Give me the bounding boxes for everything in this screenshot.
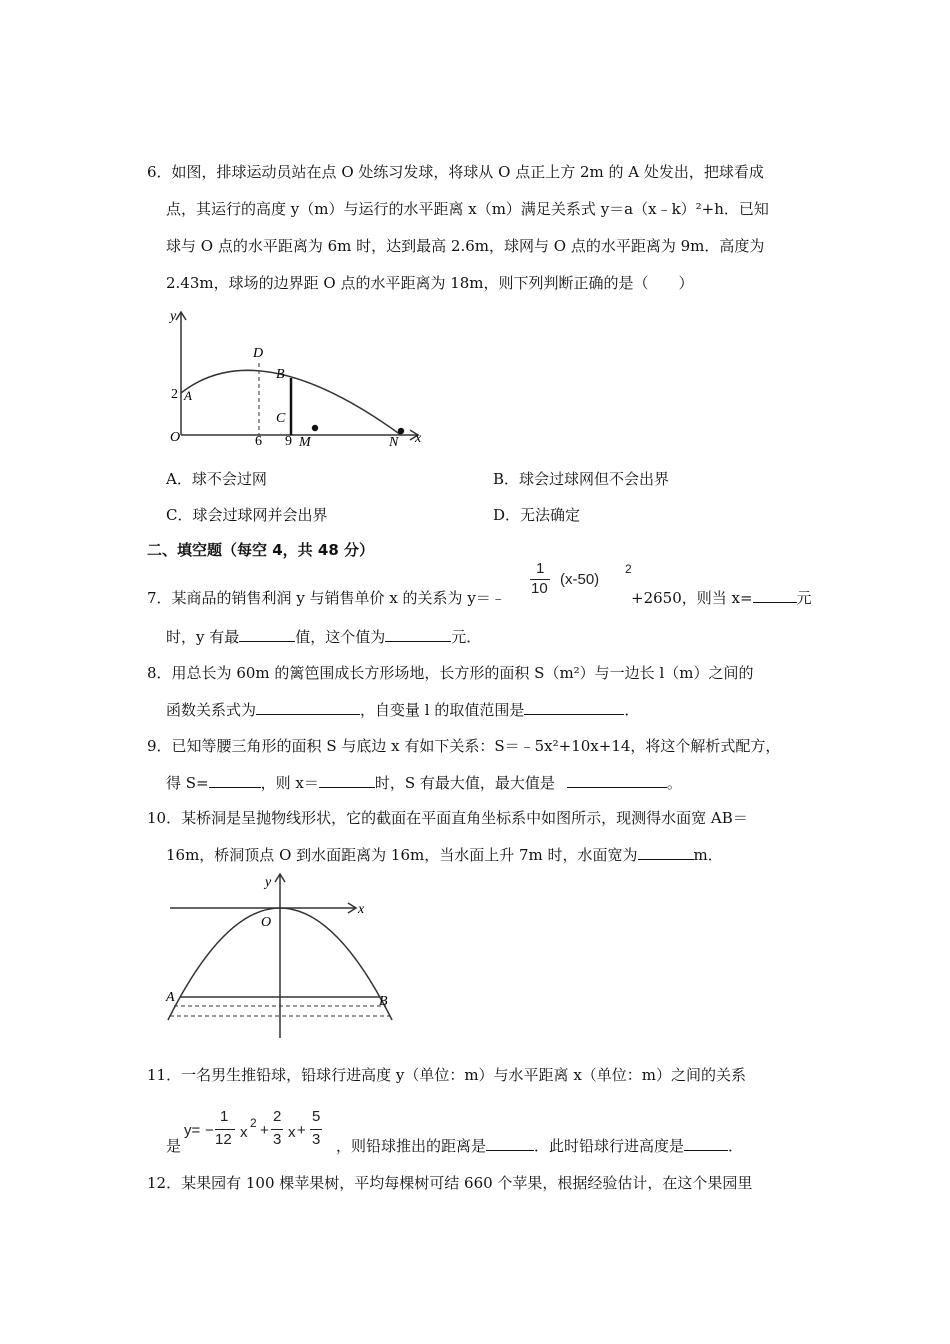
q11-f1-num: 1 bbox=[220, 1108, 229, 1125]
q6-label-9: 9 bbox=[285, 434, 292, 449]
q11-f3-num: 5 bbox=[312, 1108, 321, 1125]
q10-label-b: B bbox=[379, 994, 388, 1009]
q7-blank-3[interactable] bbox=[385, 627, 451, 642]
q11-exp2: 2 bbox=[250, 1116, 257, 1130]
q11-f2-num: 2 bbox=[273, 1108, 282, 1125]
q11-f3-den: 3 bbox=[312, 1131, 321, 1148]
q8-line2 bbox=[166, 700, 639, 720]
q7-text-b: +2650，则当 x= bbox=[631, 589, 753, 607]
q9-line1 bbox=[147, 736, 780, 756]
q9-text-c: 时，S 有最大值，最大值是 bbox=[374, 774, 555, 792]
q11-plus2: + bbox=[297, 1122, 306, 1139]
q11-line2 bbox=[336, 1136, 743, 1156]
q6-label-y: y bbox=[170, 309, 177, 324]
q7-blank-2[interactable] bbox=[239, 627, 295, 642]
q11-f1-den: 12 bbox=[215, 1131, 232, 1148]
q7-text-c: 元 bbox=[796, 589, 812, 607]
q7-line1-end bbox=[631, 588, 812, 608]
section-2-title: 二、填空题（每空 4，共 48 分） bbox=[147, 541, 374, 559]
q7-blank-1[interactable] bbox=[753, 588, 797, 603]
q6-line2: 点，其运行的高度 y（m）与运行的水平距离 x（m）满足关系式 y＝a（x﹣k）²+h．已知 bbox=[166, 200, 769, 218]
q10-label-a: A bbox=[166, 990, 175, 1005]
q11-formula bbox=[184, 1108, 334, 1156]
q6-label-x: x bbox=[415, 431, 422, 446]
q6-text-1: 如图，排球运动员站在点 O 处练习发球，将球从 O 点正上方 2m 的 A 处发出，把球看成 bbox=[171, 163, 764, 181]
q9-blank-1[interactable] bbox=[209, 773, 261, 788]
q6-label-o: O bbox=[170, 430, 181, 445]
q7-frac-den: 10 bbox=[531, 580, 548, 597]
q8-line1 bbox=[147, 663, 753, 683]
q10-number: 10． bbox=[147, 809, 182, 827]
q6-option-a[interactable]: A．球不会过网 bbox=[166, 470, 267, 488]
q6-point-m bbox=[312, 425, 318, 431]
q8-text-1: 用总长为 60m 的篱笆围成长方形场地，长方形的面积 S（m²）与一边长 l（m）之间的 bbox=[171, 664, 754, 682]
q11-plus1: + bbox=[260, 1122, 269, 1139]
q6-label-a: A bbox=[184, 388, 192, 403]
q8-text-c: ． bbox=[624, 701, 640, 719]
q9-text-a: 得 S= bbox=[166, 774, 209, 792]
q6-number: 6． bbox=[147, 163, 172, 181]
q6-line4: 2.43m，球场的边界距 O 点的水平距离为 18m，则下列判断正确的是（ ） bbox=[166, 274, 694, 292]
q6-label-c: C bbox=[276, 411, 286, 426]
q6-option-b[interactable]: B．球会过球网但不会出界 bbox=[493, 470, 670, 488]
q6-label-n: N bbox=[389, 435, 399, 450]
q7-text-f: 元． bbox=[451, 628, 482, 646]
q11-x2: x bbox=[240, 1124, 248, 1141]
q6-label-6: 6 bbox=[255, 434, 262, 449]
q7-line1 bbox=[147, 588, 506, 608]
q7-line2 bbox=[166, 627, 481, 647]
q11-f2-den: 3 bbox=[273, 1131, 282, 1148]
q12-number: 12． bbox=[147, 1174, 182, 1192]
q8-number: 8． bbox=[147, 664, 172, 682]
q8-blank-1[interactable] bbox=[256, 700, 360, 715]
q6-point-n bbox=[398, 428, 404, 434]
q7-number: 7． bbox=[147, 589, 172, 607]
q7-text-e: 值，这个值为 bbox=[295, 628, 386, 646]
q10-figure bbox=[160, 868, 400, 1043]
q11-minus: − bbox=[205, 1122, 214, 1139]
q12-line1 bbox=[147, 1173, 752, 1193]
q9-number: 9． bbox=[147, 737, 172, 755]
q9-blank-3[interactable] bbox=[567, 773, 667, 788]
q7-frac-expr: (x-50) bbox=[560, 571, 600, 588]
q11-number: 11． bbox=[147, 1066, 182, 1084]
q10-label-o: O bbox=[261, 915, 272, 930]
q10-text-1: 某桥洞是呈抛物线形状，它的截面在平面直角坐标系中如图所示，现测得水面宽 AB＝ bbox=[181, 809, 748, 827]
q11-blank-1[interactable] bbox=[486, 1136, 534, 1151]
q10-text-a: 16m，桥洞顶点 O 到水面距离为 16m，当水面上升 7m 时，水面宽为 bbox=[166, 846, 638, 864]
q9-blank-2[interactable] bbox=[319, 773, 375, 788]
q9-text-b: ，则 x＝ bbox=[260, 774, 319, 792]
q10-label-y: y bbox=[265, 875, 272, 890]
q10-label-x: x bbox=[358, 902, 365, 917]
q11-text-1: 一名男生推铅球，铅球行进高度 y（单位：m）与水平距离 x（单位：m）之间的关系 bbox=[181, 1066, 747, 1084]
q7-frac-num: 1 bbox=[536, 560, 545, 577]
q11-line1 bbox=[147, 1065, 746, 1085]
q11-text-a: ，则铅球推出的距离是 bbox=[336, 1137, 487, 1155]
q10-line2 bbox=[166, 845, 723, 865]
q9-text-d: 。 bbox=[666, 774, 682, 792]
q11-x1: x bbox=[288, 1124, 296, 1141]
q6-label-d: D bbox=[253, 346, 264, 361]
q6-figure bbox=[160, 300, 430, 455]
q6-line1 bbox=[147, 162, 764, 182]
q11-prefix: 是 bbox=[166, 1137, 182, 1155]
q7-frac-exp: 2 bbox=[625, 562, 632, 576]
q9-text-1: 已知等腰三角形的面积 S 与底边 x 有如下关系：S＝﹣5x²+10x+14，将这个解析式配方， bbox=[171, 737, 781, 755]
q11-text-c: ． bbox=[728, 1137, 744, 1155]
q6-label-b: B bbox=[276, 367, 285, 382]
q6-option-c[interactable]: C．球会过球网并会出界 bbox=[166, 506, 328, 524]
q10-text-b: m． bbox=[693, 846, 723, 864]
q6-option-d[interactable]: D．无法确定 bbox=[493, 506, 581, 524]
q8-text-b: ，自变量 l 的取值范围是 bbox=[360, 701, 525, 719]
q10-line1 bbox=[147, 808, 748, 828]
q7-text-d: 时，y 有最 bbox=[166, 628, 240, 646]
q10-blank-1[interactable] bbox=[638, 845, 694, 860]
q11-blank-2[interactable] bbox=[684, 1136, 728, 1151]
q8-text-a: 函数关系式为 bbox=[166, 701, 257, 719]
q6-line3: 球与 O 点的水平距离为 6m 时，达到最高 2.6m，球网与 O 点的水平距离为 9m．高度为 bbox=[166, 237, 765, 255]
q8-blank-2[interactable] bbox=[524, 700, 624, 715]
q7-text-a: 某商品的销售利润 y 与销售单价 x 的关系为 y＝﹣ bbox=[171, 589, 506, 607]
q7-fraction bbox=[530, 560, 640, 596]
q6-label-2: 2 bbox=[171, 387, 178, 402]
q6-label-m: M bbox=[299, 435, 311, 450]
q11-y-eq: y= bbox=[184, 1122, 201, 1139]
q12-text-1: 某果园有 100 棵苹果树，平均每棵树可结 660 个苹果，根据经验估计，在这个果园里 bbox=[181, 1174, 753, 1192]
q11-text-b: ．此时铅球行进高度是 bbox=[534, 1137, 685, 1155]
q9-line2 bbox=[166, 773, 682, 793]
